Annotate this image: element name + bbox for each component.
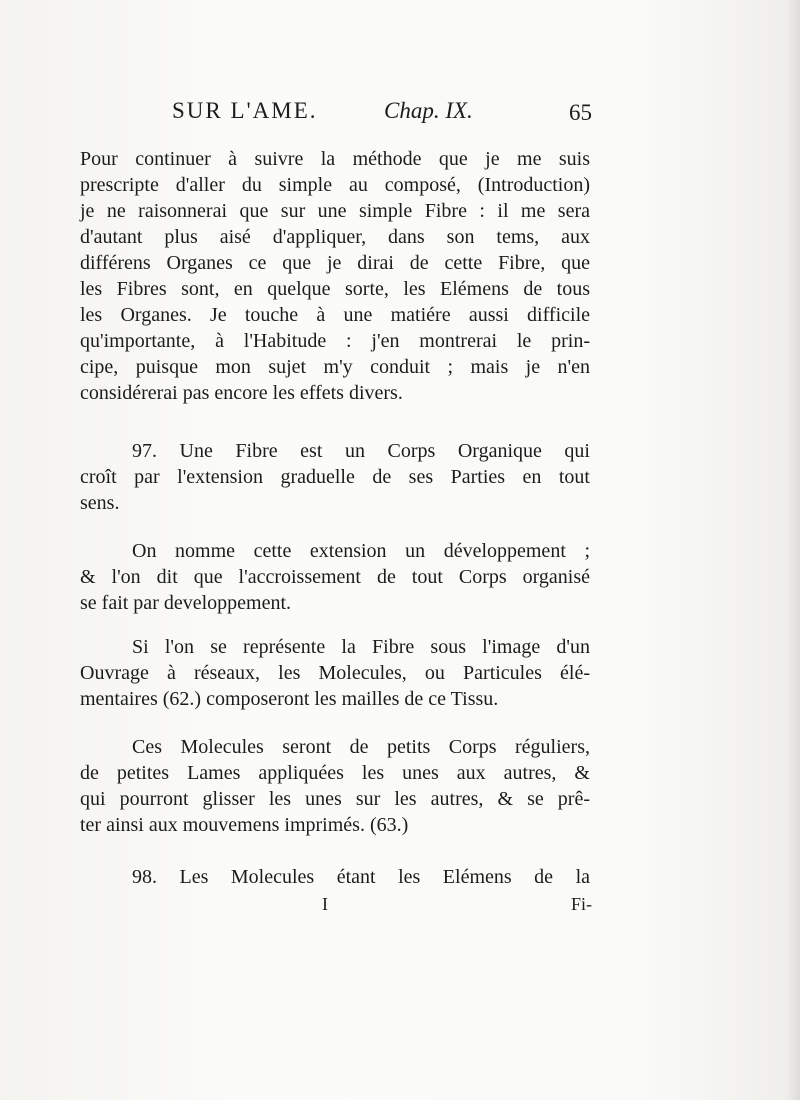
text-line: cipe, puisque mon sujet m'y conduit ; mais je n'en (80, 356, 590, 378)
page-footer (322, 894, 592, 920)
text-line: considérerai pas encore les effets divers. (80, 382, 403, 404)
paragraph-98 (80, 864, 590, 890)
page-spine-shadow (786, 0, 800, 1100)
text-line: je ne raisonnerai que sur une simple Fibre : il me sera (80, 200, 590, 222)
chapter-label: Chap. IX. (384, 98, 473, 123)
text-line: ter ainsi aux mouvemens imprimés. (63.) (80, 814, 409, 836)
paragraph-molecules (80, 734, 590, 838)
text-line: sens. (80, 492, 120, 514)
text-line: les Fibres sont, en quelque sorte, les Elémens de tous (80, 278, 590, 300)
text-line: Ces Molecules seront de petits Corps réguliers, (132, 736, 590, 758)
text-line: Si l'on se représente la Fibre sous l'image d'un (132, 636, 590, 658)
paragraph-97 (80, 438, 590, 516)
text-line: se fait par developpement. (80, 592, 292, 614)
text-line: Pour continuer à suivre la méthode que je me suis (80, 148, 590, 170)
catchword: Fi- (570, 894, 592, 914)
text-line: 98. Les Molecules étant les Elémens de la (132, 866, 590, 888)
paragraph-reseaux (80, 634, 590, 712)
text-line: les Organes. Je touche à une matiére aussi difficile (80, 304, 590, 326)
text-line: croît par l'extension graduelle de ses Parties en tout (80, 466, 590, 488)
page-number: 65 (569, 100, 592, 125)
text-line: On nomme cette extension un développement ; (132, 540, 590, 562)
text-line: qui pourront glisser les unes sur les autres, & se prê- (80, 788, 590, 810)
paragraph-developpement (80, 538, 590, 616)
text-line: Ouvrage à réseaux, les Molecules, ou Particules élé- (80, 662, 590, 684)
text-line: qu'importante, à l'Habitude : j'en montrerai le prin- (80, 330, 590, 352)
running-header (172, 98, 592, 128)
text-line: d'autant plus aisé d'appliquer, dans son tems, aux (80, 226, 590, 248)
signature-mark: I (322, 894, 328, 914)
text-line: de petites Lames appliquées les unes aux autres, & (80, 762, 590, 784)
text-line: prescripte d'aller du simple au composé, (Introduction) (80, 174, 590, 196)
paragraph-introduction (80, 146, 590, 406)
running-title: SUR L'AME. (172, 98, 318, 123)
text-line: mentaires (62.) composeront les mailles de ce Tissu. (80, 688, 499, 710)
text-line: différens Organes ce que je dirai de cette Fibre, que (80, 252, 590, 274)
text-line: & l'on dit que l'accroissement de tout Corps organisé (80, 566, 590, 588)
text-line: 97. Une Fibre est un Corps Organique qui (132, 440, 590, 462)
